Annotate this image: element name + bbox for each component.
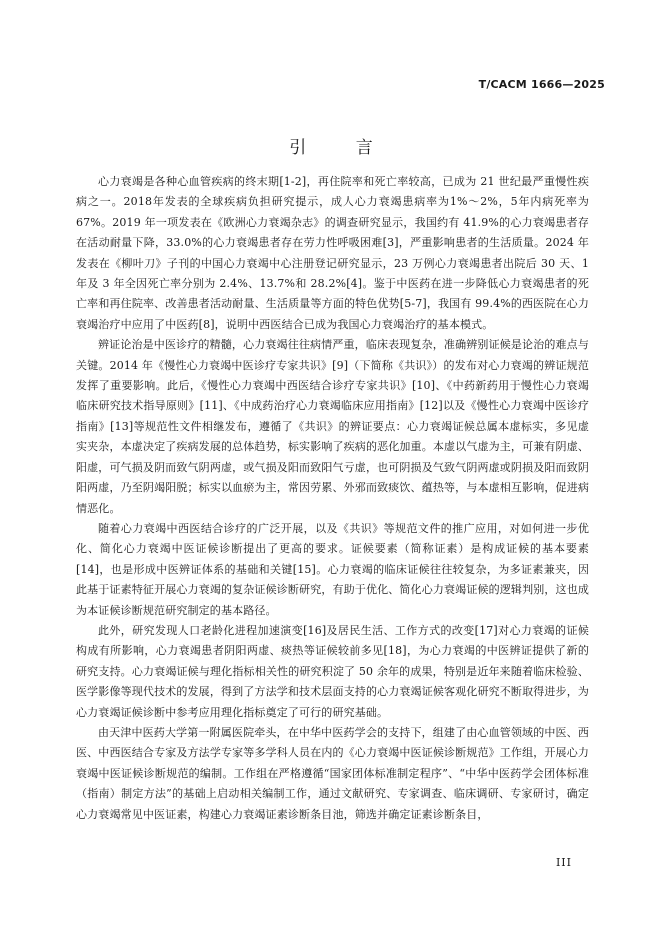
paragraph-5: 由天津中医药大学第一附属医院牵头，在中华中医药学会的支持下，组建了由心血管领域的中医、西医、中西医结合专家及方法学专家等多学科人员在内的《心力衰竭中医证候诊断规范》工作组，开展心力衰竭中医证候诊断规范的编制。工作组在严格遵循“国家团体标准制定程序”、“中华中医药学会团体标准（指南）制定方法”的基础上启动相关编制工作，通过文献研究、专家调查、临床调研、专家研讨，确定心力衰竭常见中医证素，构建心力衰竭证素诊断条目池，筛选并确定证素诊断条目， xyxy=(76,725,589,821)
paragraph-4: 此外，研究发现人口老龄化进程加速演变[16]及居民生活、工作方式的改变[17]对心力衰竭的证候构成有所影响，心力衰竭患者阴阳两虚、痰热等证候较前多见[18]，为心力衰竭的中医辨证提供了新的研究支持。心力衰竭证候与理化指标相关性的研究积淀了 50 余年的成果，特别是近年来随着临床检验、医学影像等现代技术的发展，得到了方法学和技术层面支持的心力衰竭证候客观化研究不断取得进步，为心力衰竭证候诊断中参考应用理化指标奠定了可行的研究基础。 xyxy=(76,623,589,719)
page-number: III xyxy=(555,856,572,869)
body-text xyxy=(76,172,589,825)
paragraph-2: 辨证论治是中医诊疗的精髓，心力衰竭往往病情严重，临床表现复杂，准确辨别证候是论治的难点与关键。2014 年《慢性心力衰竭中医诊疗专家共识》[9]（下简称《共识》）的发布对心力衰竭的辨证规范发挥了重要影响。此后，《慢性心力衰竭中西医结合诊疗专家共识》[10]、《中药新药用于慢性心力衰竭临床研究技术指导原则》[11]、《中成药治疗心力衰竭临床应用指南》[12]以及《慢性心力衰竭中医诊疗指南》[13]等规范性文件相继发布，遵循了《共识》的辨证要点：心力衰竭证候总属本虚标实，多见虚实夹杂，本虚决定了疾病发展的总体趋势，标实影响了疾病的恶化加重。本虚以气虚为主，可兼有阴虚、阳虚，可气损及阴而致气阴两虚，或气损及阳而致阳气亏虚，也可阴损及气致气阴两虚或阴损及阳而致阴阳两虚，乃至阴竭阳脱；标实以血瘀为主，常因劳累、外邪而致痰饮、蕴热等，与本虚相互影响，促进病情恶化。 xyxy=(76,338,589,515)
paragraph-3: 随着心力衰竭中西医结合诊疗的广泛开展，以及《共识》等规范文件的推广应用，对如何进一步优化、简化心力衰竭中医证候诊断提出了更高的要求。证候要素（简称证素）是构成证候的基本要素[14]，也是形成中医辨证体系的基础和关键[15]。心力衰竭的临床证候往往较复杂，为多证素兼夹，因此基于证素特征开展心力衰竭的复杂证候诊断研究，有助于优化、简化心力衰竭证候的逻辑判别，这也成为本证候诊断规范研究制定的基本路径。 xyxy=(76,521,589,617)
standard-code: T/CACM 1666—2025 xyxy=(478,78,605,91)
paragraph-1: 心力衰竭是各种心血管疾病的终末期[1-2]，再住院率和死亡率较高，已成为 21 世纪最严重慢性疾病之一。2018年发表的全球疾病负担研究提示，成人心力衰竭患病率为1%～2%，5年内病死率为67%。2019 年一项发表在《欧洲心力衰竭杂志》的调查研究显示，我国约有 41.9%的心力衰竭患者存在活动耐量下降，33.0%的心力衰竭患者存在劳力性呼吸困难[3]，严重影响患者的生活质量。2024 年发表在《柳叶刀》子刊的中国心力衰竭中心注册登记研究显示，23 万例心力衰竭患者出院后 30 天、1 年及 3 年全因死亡率分别为 2.4%、13.7%和 28.2%[4]。鉴于中医药在进一步降低心力衰竭患者的死亡率和再住院率、改善患者活动耐量、生活质量等方面的特色优势[5-7]，我国有 99.4%的西医院在心力衰竭治疗中应用了中医药[8]，说明中西医结合已成为我国心力衰竭治疗的基本模式。 xyxy=(76,175,589,331)
page-title: 引 言 xyxy=(289,138,395,158)
